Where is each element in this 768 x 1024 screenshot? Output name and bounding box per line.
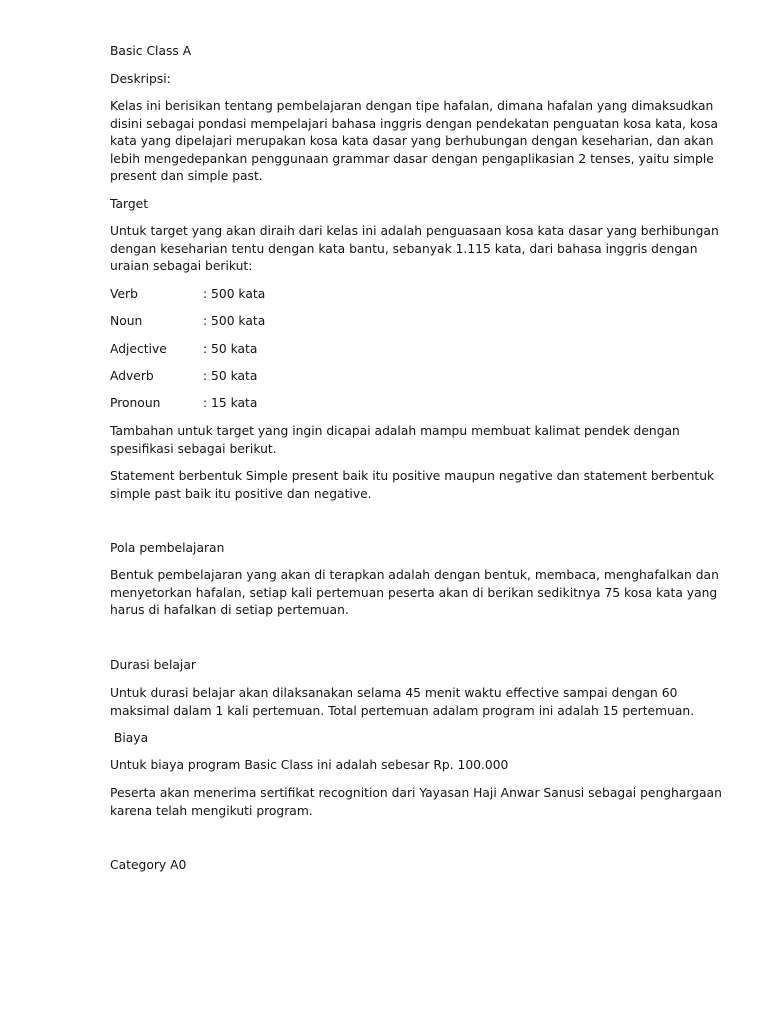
pola-heading: Pola pembelajaran (110, 541, 225, 555)
word-count-value: : 15 kata (203, 396, 258, 410)
target-paragraph: Untuk target yang akan diraih dari kelas ini adalah penguasaan kosa kata dasar yang berhibungan dengan keseharian tentu dengan kata bantu, sebanyak 1.115 kata, dari bahasa inggris dengan uraian sebagai berikut: (110, 224, 719, 274)
category-label: Category A0 (110, 858, 187, 872)
durasi-paragraph: Untuk durasi belajar akan dilaksanakan selama 45 menit waktu effective sampai dengan 60 maksimal dalam 1 kali pertemuan. Total pertemuan adalam program ini adalah 15 pertemuan. (110, 686, 695, 718)
target-heading: Target (110, 197, 149, 211)
document-title: Basic Class A (110, 44, 192, 58)
word-type-label: Adjective (110, 342, 167, 356)
pola-paragraph: Bentuk pembelajaran yang akan di terapkan adalah dengan bentuk, membaca, menghafalkan dan menyetorkan hafalan, setiap kali pertemuan peserta akan di berikan sedikitnya 75 kosa kata yang harus di hafalkan di setiap pertemuan. (110, 568, 719, 618)
word-count-value: : 500 kata (203, 287, 266, 301)
word-type-label: Adverb (110, 369, 154, 383)
description-paragraph: Kelas ini berisikan tentang pembelajaran dengan tipe hafalan, dimana hafalan yang dimaksudkan disini sebagai pondasi mempelajari bahasa inggris dengan pendekatan penguatan kosa kata, kosa kata yang dipelajari merupakan kosa kata dasar yang berhubungan dengan keseharian, dan akan lebih mengedepankan penggunaan grammar dasar dengan pengaplikasian 2 tenses, yaitu simple present dan simple past. (110, 99, 719, 184)
extra-target-paragraph: Tambahan untuk target yang ingin dicapai adalah mampu membuat kalimat pendek dengan spesifikasi sebagai berikut. (110, 424, 680, 456)
word-type-label: Verb (110, 287, 138, 301)
word-count-value: : 50 kata (203, 342, 258, 356)
sertifikat-paragraph: Peserta akan menerima sertifikat recognition dari Yayasan Haji Anwar Sanusi sebagai penghargaan karena telah mengikuti program. (110, 786, 722, 818)
biaya-heading: Biaya (110, 731, 149, 745)
description-heading: Deskripsi: (110, 72, 171, 86)
word-count-value: : 500 kata (203, 314, 266, 328)
durasi-heading: Durasi belajar (110, 658, 196, 672)
word-count-value: : 50 kata (203, 369, 258, 383)
statement-paragraph: Statement berbentuk Simple present baik itu positive maupun negative dan statement berbentuk simple past baik itu positive dan negative. (110, 469, 715, 501)
biaya-paragraph: Untuk biaya program Basic Class ini adalah sebesar Rp. 100.000 (110, 758, 509, 772)
word-type-label: Pronoun (110, 396, 161, 410)
word-type-label: Noun (110, 314, 143, 328)
